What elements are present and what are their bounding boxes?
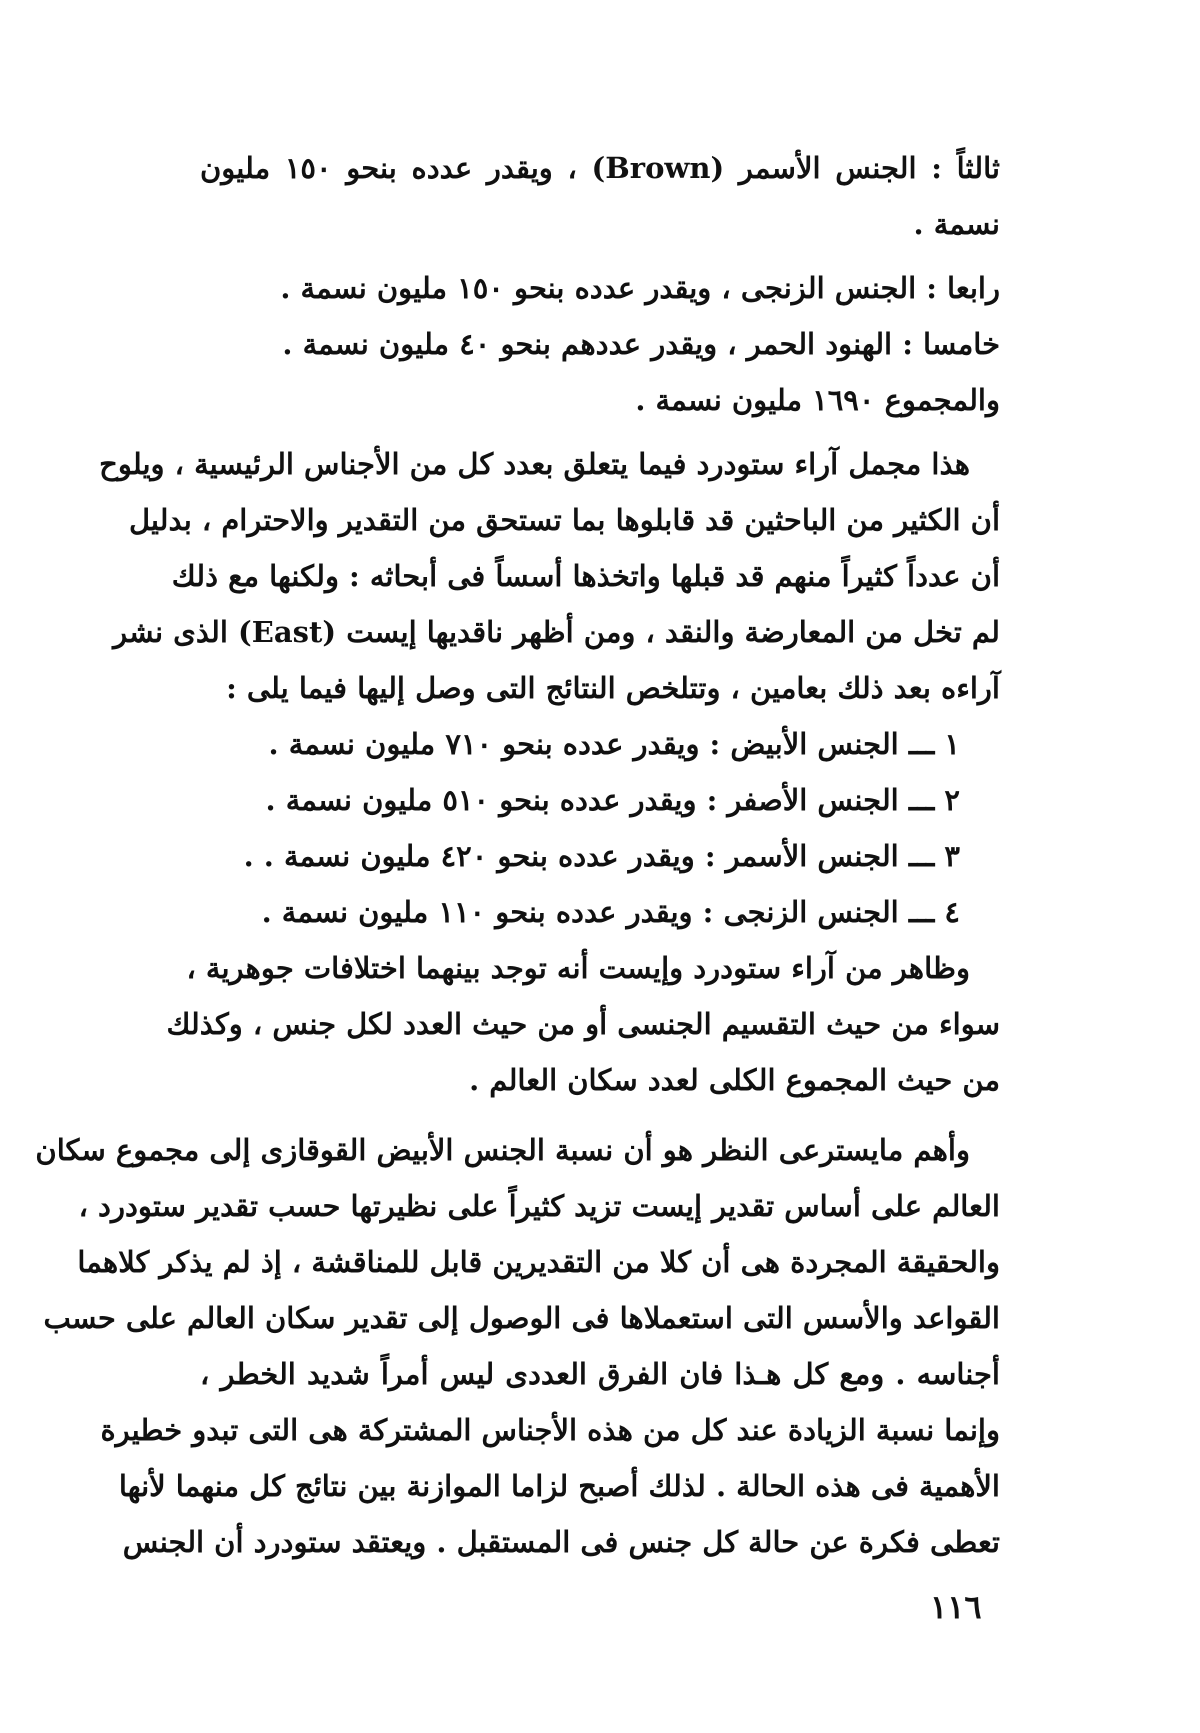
list-item: ٤ ـــ الجنس الزنجى : ويقدر عدده بنحو ١١٠ مليون نسمة .	[261, 895, 960, 929]
paragraph3-line-5: أجناسه . ومع كل هـذا فان الفرق العددى ليس أمراً شديد الخطر ،	[200, 1357, 1000, 1391]
intro-line-3: رابعا : الجنس الزنجى ، ويقدر عدده بنحو ١٥٠ مليون نسمة .	[280, 271, 1000, 305]
list-item: ٣ ـــ الجنس الأسمر : ويقدر عدده بنحو ٤٢٠ مليون نسمة . .	[243, 839, 960, 873]
list-item: ٢ ـــ الجنس الأصفر : ويقدر عدده بنحو ٥١٠ مليون نسمة .	[265, 783, 960, 817]
list-item: ١ ـــ الجنس الأبيض : ويقدر عدده بنحو ٧١٠ مليون نسمة .	[268, 727, 960, 761]
book-page	[35, 140, 1000, 1570]
paragraph2-line-1: وظاهر من آراء ستودرد وإيست أنه توجد بينهما اختلافات جوهرية ،	[186, 951, 970, 985]
intro-line-4: خامسا : الهنود الحمر ، ويقدر عددهم بنحو ٤٠ مليون نسمة .	[282, 327, 1000, 361]
paragraph3-line-1: وأهم مايسترعى النظر هو أن نسبة الجنس الأبيض القوقازى إلى مجموع سكان	[35, 1133, 970, 1167]
paragraph1-line-2: أن الكثير من الباحثين قد قابلوها بما تستحق من التقدير والاحترام ، بدليل	[128, 503, 1000, 537]
paragraph2-line-3: من حيث المجموع الكلى لعدد سكان العالم .	[469, 1063, 1000, 1097]
paragraph1-line-3: أن عدداً كثيراً منهم قد قبلها واتخذها أسساً فى أبحاثه : ولكنها مع ذلك	[171, 559, 1000, 593]
paragraph3-line-6: وإنما نسبة الزيادة عند كل من هذه الأجناس المشتركة هى التى تبدو خطيرة	[100, 1413, 1000, 1447]
intro-line-2: نسمة .	[913, 207, 1000, 241]
paragraph3-line-8: تعطى فكرة عن حالة كل جنس فى المستقبل . ويعتقد ستودرد أن الجنس	[122, 1525, 1000, 1559]
paragraph3-line-4: القواعد والأسس التى استعملاها فى الوصول إلى تقدير سكان العالم على حسب	[43, 1301, 1000, 1335]
intro-line-1: ثالثاً : الجنس الأسمر (Brown) ، ويقدر عدده بنحو ١٥٠ مليون	[200, 151, 1000, 185]
paragraph3-line-2: العالم على أساس تقدير إيست تزيد كثيراً على نظيرتها حسب تقدير ستودرد ،	[78, 1189, 1000, 1223]
paragraph1-line-4: لم تخل من المعارضة والنقد ، ومن أظهر ناقديها إيست (East) الذى نشر	[113, 615, 1000, 649]
paragraph3-line-3: والحقيقة المجردة هى أن كلا من التقديرين قابل للمناقشة ، إذ لم يذكر كلاهما	[77, 1245, 1000, 1279]
intro-line-5: والمجموع ١٦٩٠ مليون نسمة .	[635, 383, 1000, 417]
paragraph3-line-7: الأهمية فى هذه الحالة . لذلك أصبح لزاما الموازنة بين نتائج كل منهما لأنها	[118, 1469, 1000, 1503]
paragraph1-line-1: هذا مجمل آراء ستودرد فيما يتعلق بعدد كل من الأجناس الرئيسية ، ويلوح	[99, 447, 970, 481]
paragraph2-line-2: سواء من حيث التقسيم الجنسى أو من حيث العدد لكل جنس ، وكذلك	[166, 1007, 1000, 1041]
paragraph1-line-5: آراءه بعد ذلك بعامين ، وتتلخص النتائج التى وصل إليها فيما يلى :	[226, 671, 1000, 705]
page-number: ١١٦	[930, 1588, 982, 1626]
